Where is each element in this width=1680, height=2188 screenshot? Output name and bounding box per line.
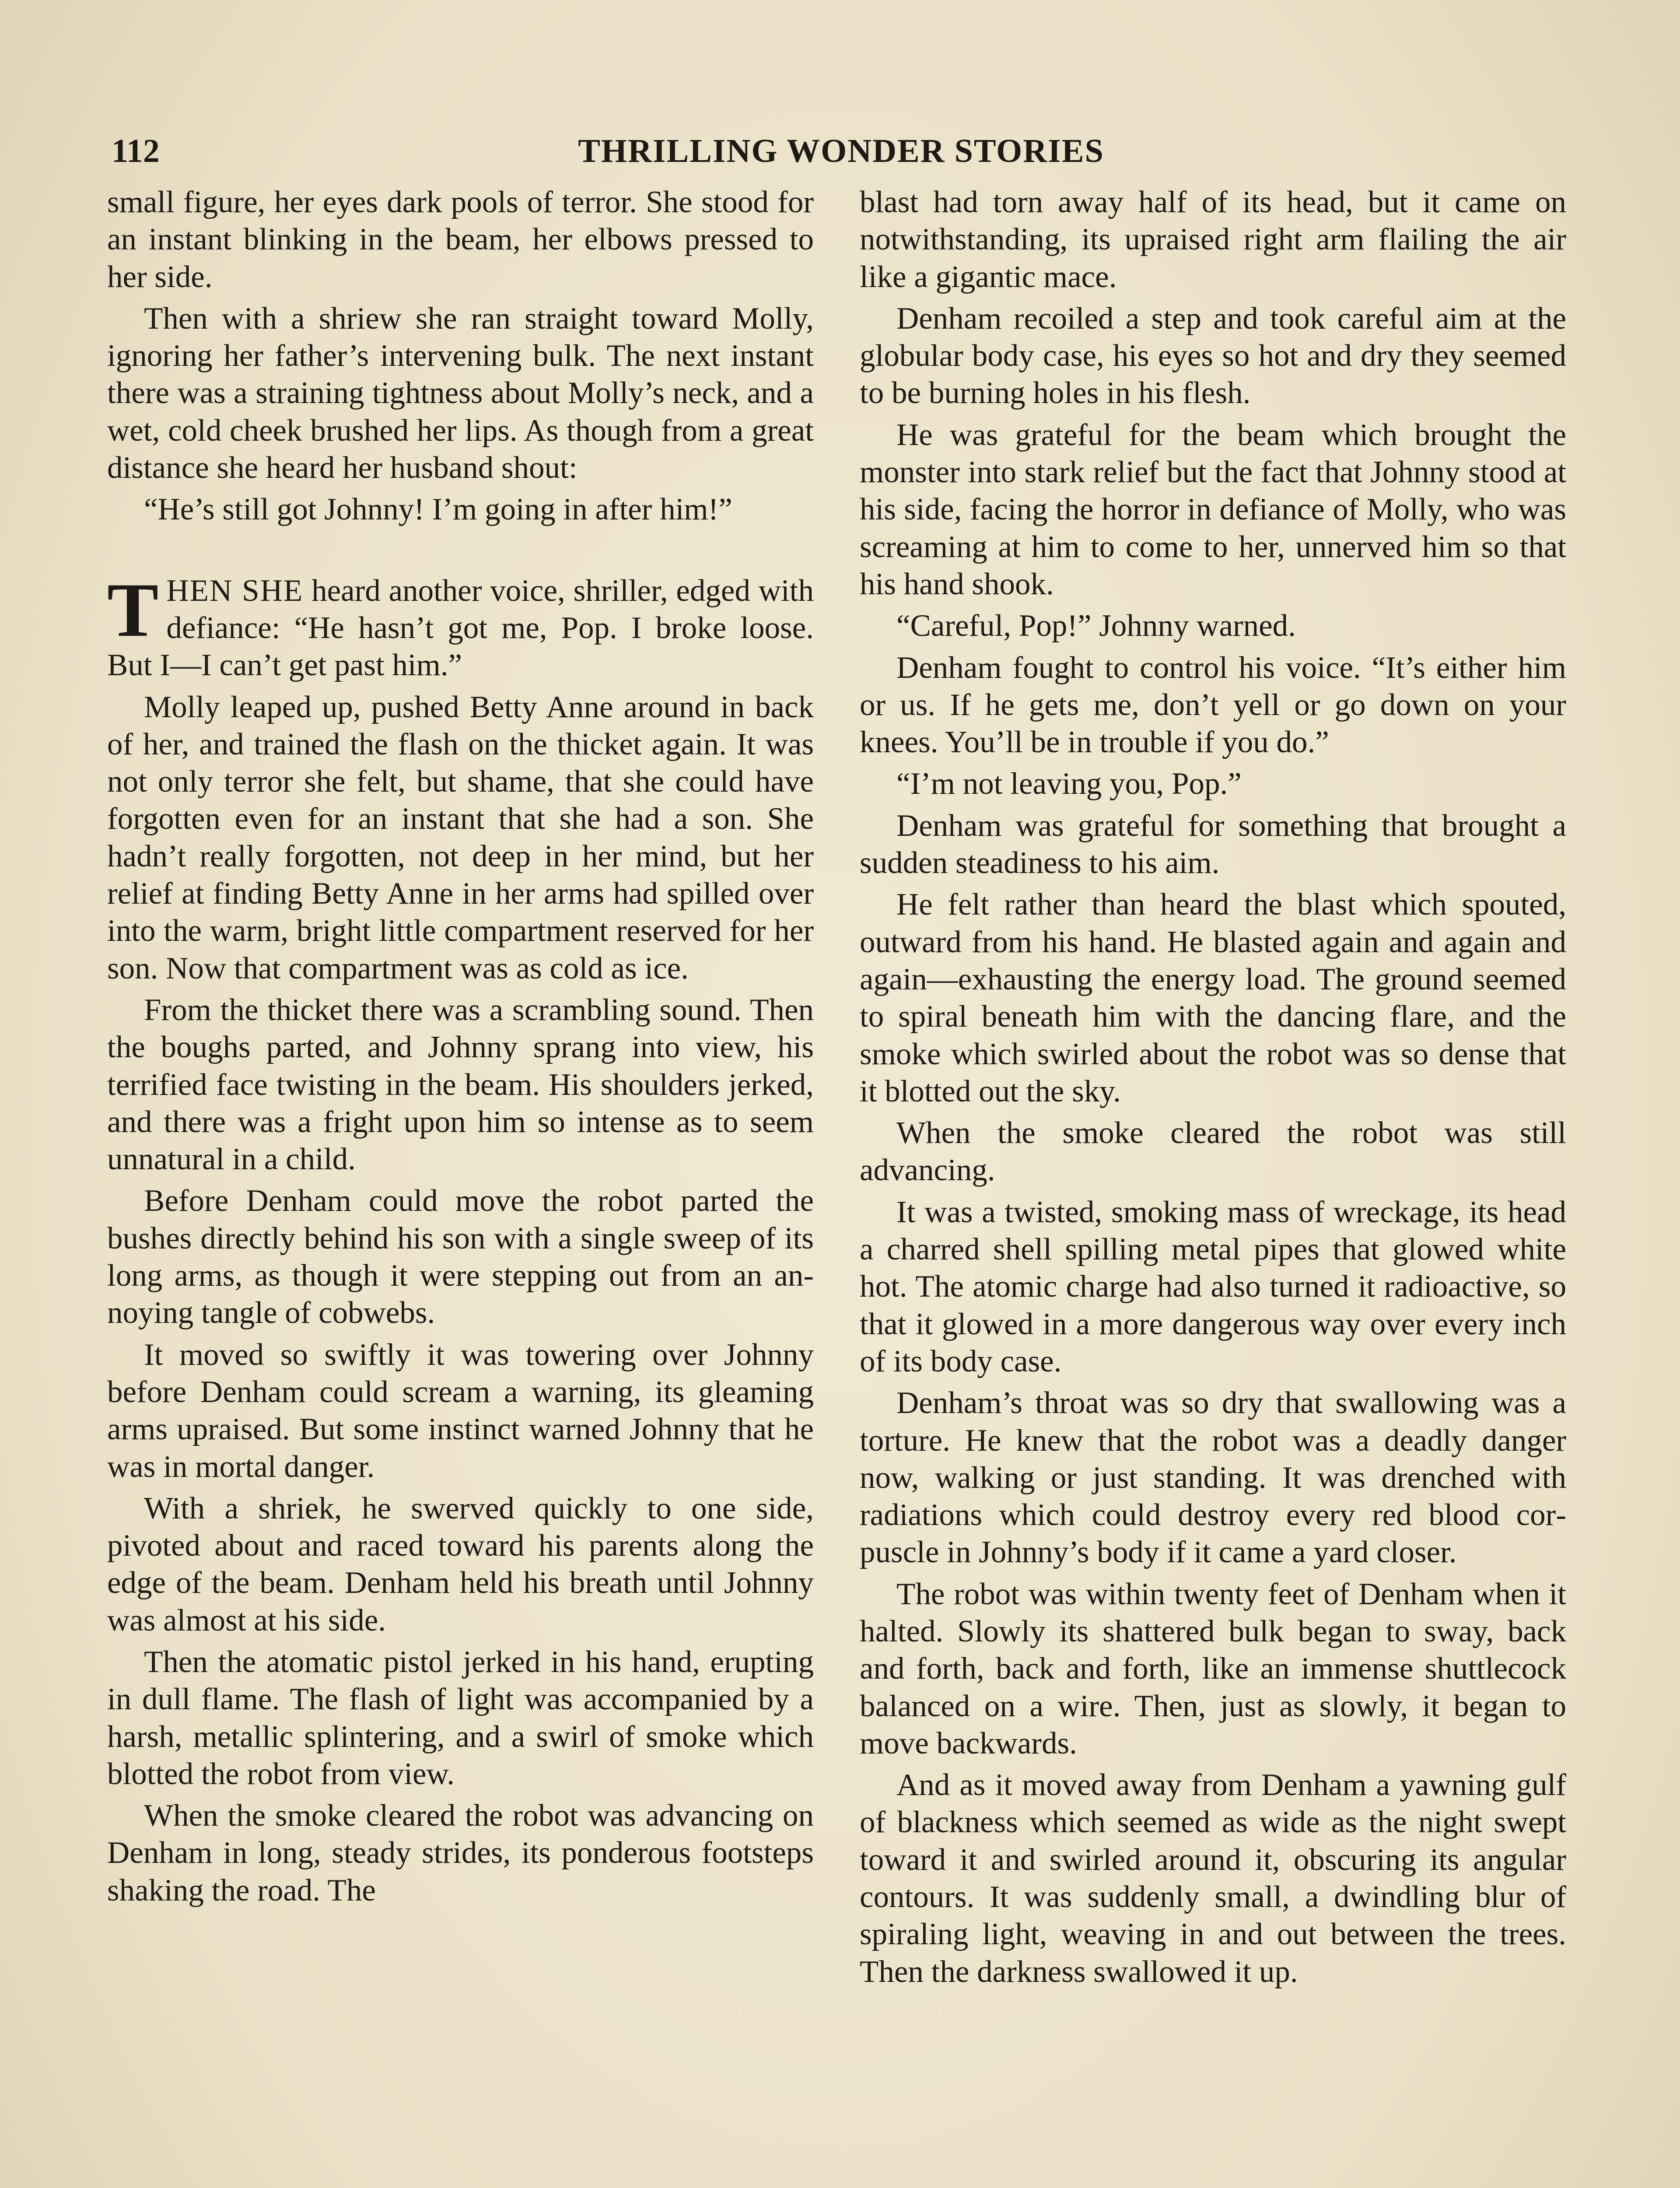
paragraph: From the thicket there was a scrambling sound. Then the boughs parted, and Johnny sprang into view, his terrified face twisting in the beam. His shoulders jerked, and there was a fright upon him so intense as to seem unnatural in a child. [107,992,814,1177]
page-header [112,127,1571,175]
paragraph: He felt rather than heard the blast which spouted, outward from his hand. He blasted again and again and again—exhausting the energy load. The ground seemed to spiral beneath him with the dancing flare, and the smoke which swirled about the robot was so dense that it blotted out the sky. [860,887,1566,1108]
paragraph: Denham’s throat was so dry that swallowing was a torture. He knew that the robot was a deadly danger now, walking or just standing. It was drenched with radiations which could destroy every red blood corpuscle in Johnny’s body if it came a yard closer. [860,1386,1566,1570]
paragraph: The robot was within twenty feet of Denham when it halted. Slowly its shattered bulk began to sway, back and forth, back and forth, like an immense shuttlecock balanced on a wire. Then, just as slowly, it began to move backwards. [860,1577,1566,1760]
running-title: THRILLING WONDER STORIES [578,133,1104,169]
paragraph: Molly leaped up, pushed Betty Anne around in back of her, and trained the flash on the thicket again. It was not only terror she felt, but shame, that she could have forgotten even for an instant that she had a son. She hadn’t really forgotten, not deep in her mind, but her relief at finding Betty Anne in her arms had spilled over into the warm, bright little compartment reserved for her son. Now that compartment was as cold as ice. [107,690,814,985]
paragraph: “He’s still got Johnny! I’m going in after him!” [144,492,732,527]
paragraph: Then the atomatic pistol jerked in his hand, erupting in dull flame. The flash of light was accompanied by a harsh, metallic splintering, and a swirl of smoke which blotted the robot from view. [107,1645,814,1791]
paragraph: Before Denham could move the robot parted the bushes directly behind his son with a single sweep of its long arms, as though it were stepping out from an annoying tangle of cobwebs. [107,1184,814,1330]
lead-in-caps: HEN SHE [166,573,304,608]
right-column [860,184,1566,2188]
section-opening-paragraph [107,567,814,684]
story-body [107,184,1577,2188]
paragraph: Then with a shriew she ran straight toward Molly, ignoring her father’s intervening bulk. The next instant there was a straining tightness about Molly’s neck, and a wet, cold cheek brushed her lips. As though from a great distance she heard her husband shout: [107,301,814,485]
paragraph-text: heard another voice, shriller, edged with defiance: “He hasn’t got me, Pop. I broke loose. But I—I can’t get past him.” [107,573,814,683]
paragraph: Denham fought to control his voice. “It’s either him or us. If he gets me, don’t yell or go down on your knees. You’ll be in trouble if you do.” [860,650,1566,760]
paragraph: small figure, her eyes dark pools of terror. She stood for an instant blinking in the beam, her elbows pressed to her side. [107,185,814,294]
paragraph: blast had torn away half of its head, but it came on notwithstanding, its upraised right arm flailing the air like a gigantic mace. [860,185,1566,294]
paragraph: Denham was grateful for something that brought a sudden steadiness to his aim. [860,808,1566,880]
paragraph: It moved so swiftly it was towering over Johnny before Denham could scream a warning, its gleaming arms upraised. But some instinct warned Johnny that he was in mortal danger. [107,1337,814,1484]
paragraph: When the smoke cleared the robot was advancing on Denham in long, steady strides, its ponderous footsteps shaking the road. The [107,1799,814,1907]
paragraph: “I’m not leaving you, Pop.” [896,767,1242,801]
page-number: 112 [112,133,160,169]
paragraph: It was a twisted, smoking mass of wreckage, its head a charred shell spilling metal pipes that glowed white hot. The atomic charge had also turned it radioactive, so that it glowed in a more dangerous way over every inch of its body case. [860,1195,1566,1378]
paragraph: When the smoke cleared the robot was still advancing. [860,1116,1566,1188]
paragraph: He was grateful for the beam which brought the monster into stark relief but the fact that Johnny stood at his side, facing the horror in defiance of Molly, who was screaming at him to come to her, unnerved him so that his hand shook. [860,417,1566,601]
left-column [107,184,814,2188]
paragraph: With a shriek, he swerved quickly to one side, pivoted about and raced toward his parents along the edge of the beam. Denham held his breath until Johnny was almost at his side. [107,1491,814,1637]
paragraph: “Careful, Pop!” Johnny warned. [896,609,1296,643]
paragraph: And as it moved away from Denham a yawning gulf of blackness which seemed as wide as the night swept toward it and swirled around it, obscuring its angular contours. It was suddenly small, a dwindling blur of spiraling light, weaving in and out between the trees. Then the darkness swallowed it up. [860,1768,1566,1989]
paragraph: Denham recoiled a step and took careful aim at the globular body case, his eyes so hot and dry they seemed to be burning holes in his flesh. [860,301,1566,410]
drop-cap: T [107,567,159,653]
